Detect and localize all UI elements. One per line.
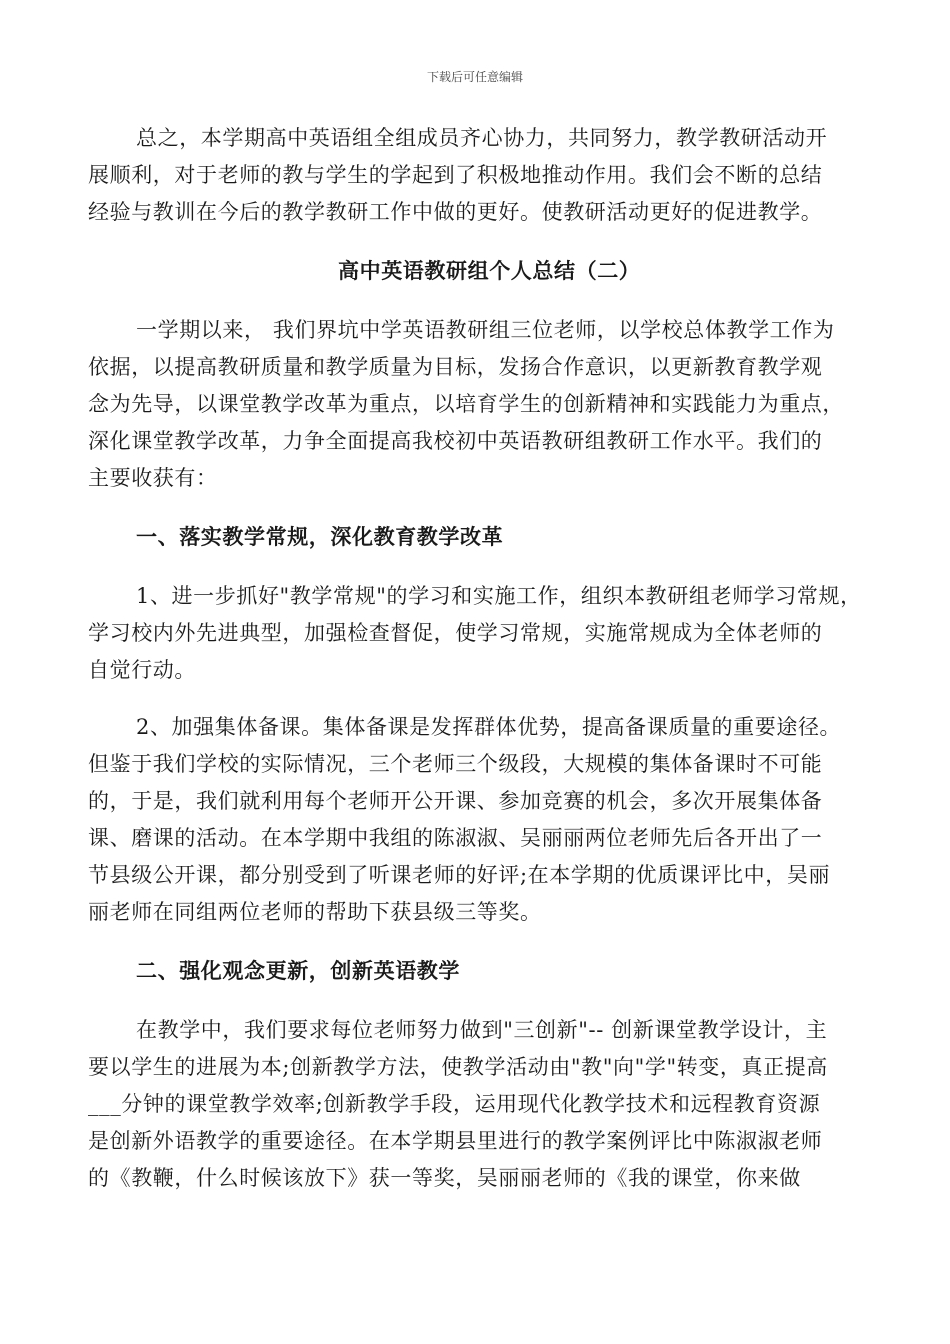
paragraph-line: 主要收获有： bbox=[88, 466, 218, 490]
paragraph-line: 学习校内外先进典型，加强检查督促，使学习常规，实施常规成为全体老师的 bbox=[88, 621, 823, 645]
section-heading: 一、落实教学常规，深化教育教学改革 bbox=[136, 524, 504, 549]
paragraph-line: 1、进一步抓好"教学常规"的学习和实施工作，组织本教研组老师学习常规， bbox=[136, 584, 862, 608]
paragraph-line: 但鉴于我们学校的实际情况，三个老师三个级段，大规模的集体备课时不可能 bbox=[88, 752, 823, 776]
paragraph-line: 经验与教训在今后的教学教研工作中做的更好。使教研活动更好的促进教学。 bbox=[88, 200, 823, 224]
paragraph-line: 一学期以来， 我们界坑中学英语教研组三位老师，以学校总体教学工作为 bbox=[136, 318, 835, 342]
page-header: 下载后可任意编辑 bbox=[426, 70, 523, 84]
paragraph-line: 的，于是，我们就利用每个老师开公开课、参加竞赛的机会，多次开展集体备 bbox=[88, 789, 823, 813]
paragraph-line: 在教学中，我们要求每位老师努力做到"三创新"-- 创新课堂教学设计，主 bbox=[136, 1018, 828, 1042]
paragraph-line: 是创新外语教学的重要途径。在本学期县里进行的教学案例评比中陈淑淑老师 bbox=[88, 1129, 823, 1153]
section-heading: 二、强化观念更新，创新英语教学 bbox=[136, 958, 460, 983]
paragraph-line: 念为先导，以课堂教学改革为重点，以培育学生的创新精神和实践能力为重点， bbox=[88, 392, 844, 416]
paragraph-line: ___分钟的课堂教学效率;创新教学手段，运用现代化教学技术和远程教育资源 bbox=[88, 1092, 821, 1116]
paragraph-line: 2、加强集体备课。集体备课是发挥群体优势，提高备课质量的重要途径。 bbox=[136, 715, 842, 739]
paragraph-line: 节县级公开课，都分别受到了听课老师的好评;在本学期的优质课评比中，吴丽 bbox=[88, 863, 831, 887]
paragraph-line: 课、磨课的活动。在本学期中我组的陈淑淑、吴丽丽两位老师先后各开出了一 bbox=[88, 826, 823, 850]
section-title: 高中英语教研组个人总结（二） bbox=[338, 258, 641, 283]
paragraph-line: 深化课堂教学改革，力争全面提高我校初中英语教研组教研工作水平。我们的 bbox=[88, 429, 823, 453]
paragraph-line: 要以学生的进展为本;创新教学方法，使教学活动由"教"向"学"转变，真正提高 bbox=[88, 1055, 828, 1079]
paragraph-line: 依据，以提高教研质量和教学质量为目标，发扬合作意识，以更新教育教学观 bbox=[88, 355, 823, 379]
paragraph-line: 丽老师在同组两位老师的帮助下获县级三等奖。 bbox=[88, 900, 542, 924]
paragraph-line: 总之，本学期高中英语组全组成员齐心协力，共同努力，教学教研活动开 bbox=[136, 126, 828, 150]
paragraph-line: 的《教鞭，什么时候该放下》获一等奖，吴丽丽老师的《我的课堂，你来做 bbox=[88, 1166, 801, 1190]
paragraph-line: 展顺利，对于老师的教与学生的学起到了积极地推动作用。我们会不断的总结 bbox=[88, 163, 823, 187]
paragraph-line: 自觉行动。 bbox=[88, 658, 196, 682]
